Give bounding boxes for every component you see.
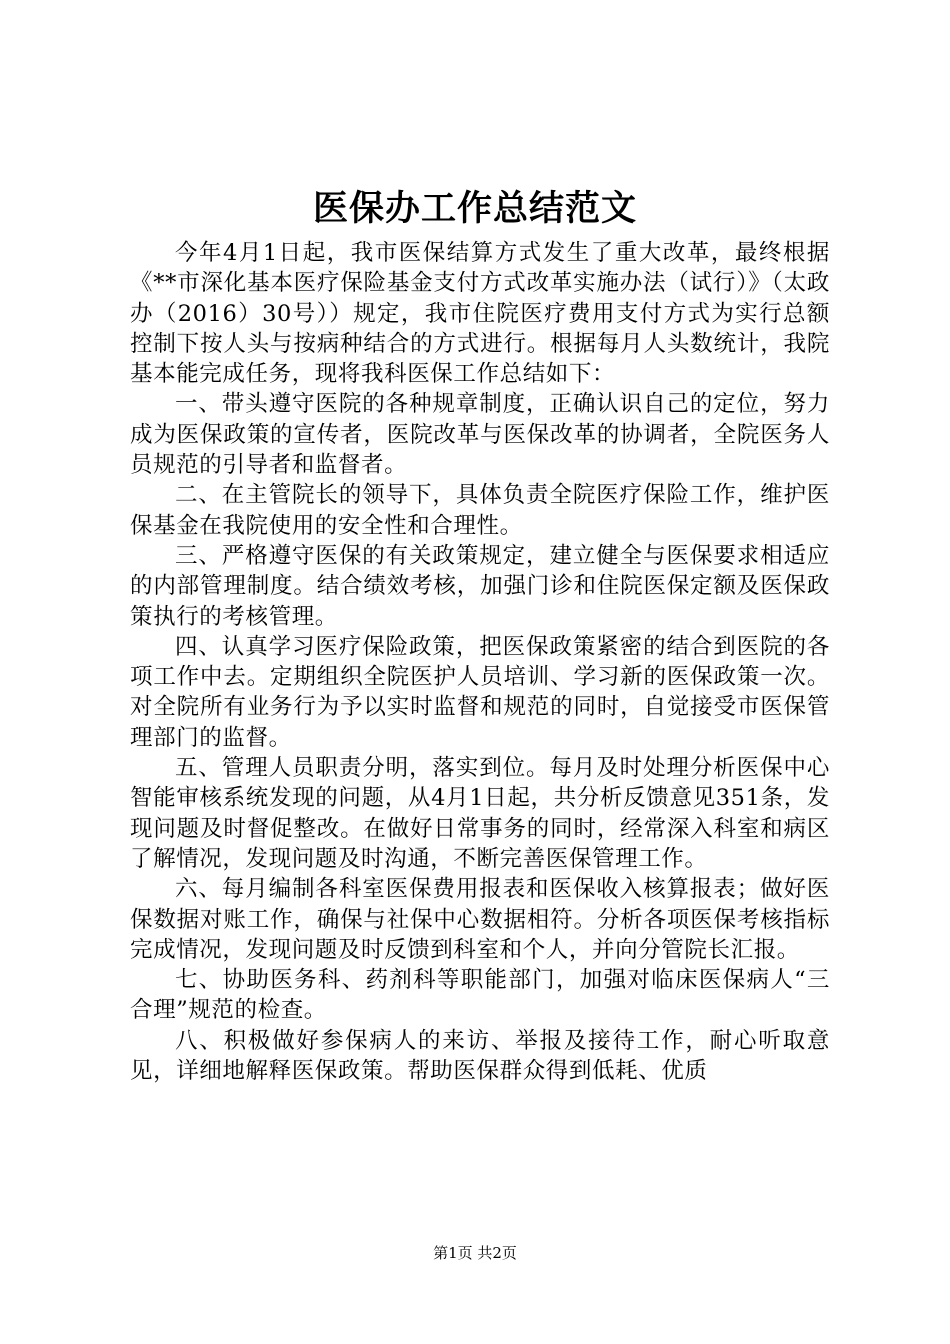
page-footer	[0, 1243, 950, 1263]
paragraph-item-2: 二、在主管院长的领导下，具体负责全院医疗保险工作，维护医保基金在我院使用的安全性和合理性。	[130, 482, 830, 539]
paragraph-item-1: 一、带头遵守医院的各种规章制度，正确认识自己的定位，努力成为医保政策的宣传者，医院改革与医保改革的协调者，全院医务人员规范的引导者和监督者。	[130, 391, 830, 479]
paragraph-item-6: 六、每月编制各科室医保费用报表和医保收入核算报表；做好医保数据对账工作，确保与社保中心数据相符。分析各项医保考核指标完成情况，发现问题及时反馈到科室和个人，并向分管院长汇报。	[130, 876, 830, 963]
paragraph-item-7: 七、协助医务科、药剂科等职能部门，加强对临床医保病人“三合理”规范的检查。	[130, 967, 830, 1024]
page-number-label: 第1页 共2页	[433, 1244, 517, 1262]
paragraph-item-8: 八、积极做好参保病人的来访、举报及接待工作，耐心听取意见，详细地解释医保政策。帮助医保群众得到低耗、优质	[130, 1027, 830, 1085]
paragraph-item-5: 五、管理人员职责分明，落实到位。每月及时处理分析医保中心智能审核系统发现的问题，从4月1日起，共分析反馈意见351条，发现问题及时督促整改。在做好日常事务的同时，经常深入科室和病区了解情况，发现问题及时沟通，不断完善医保管理工作。	[130, 755, 830, 872]
document-body	[130, 238, 830, 1086]
paragraph-item-3: 三、严格遵守医保的有关政策规定，建立健全与医保要求相适应的内部管理制度。结合绩效考核，加强门诊和住院医保定额及医保政策执行的考核管理。	[130, 542, 830, 630]
paragraph-item-4: 四、认真学习医疗保险政策，把医保政策紧密的结合到医院的各项工作中去。定期组织全院医护人员培训、学习新的医保政策一次。对全院所有业务行为予以实时监督和规范的同时，自觉接受市医保管理部门的监督。	[130, 633, 830, 751]
document-title: 医保办工作总结范文	[312, 188, 637, 229]
paragraph-intro: 今年4月1日起，我市医保结算方式发生了重大改革，最终根据《**市深化基本医疗保险基金支付方式改革实施办法（试行）》（太政办（2016）30号））规定，我市住院医疗费用支付方式为实行总额控制下按人头与按病种结合的方式进行。根据每月人头数统计，我院基本能完成任务，现将我科医保工作总结如下：	[130, 240, 830, 388]
